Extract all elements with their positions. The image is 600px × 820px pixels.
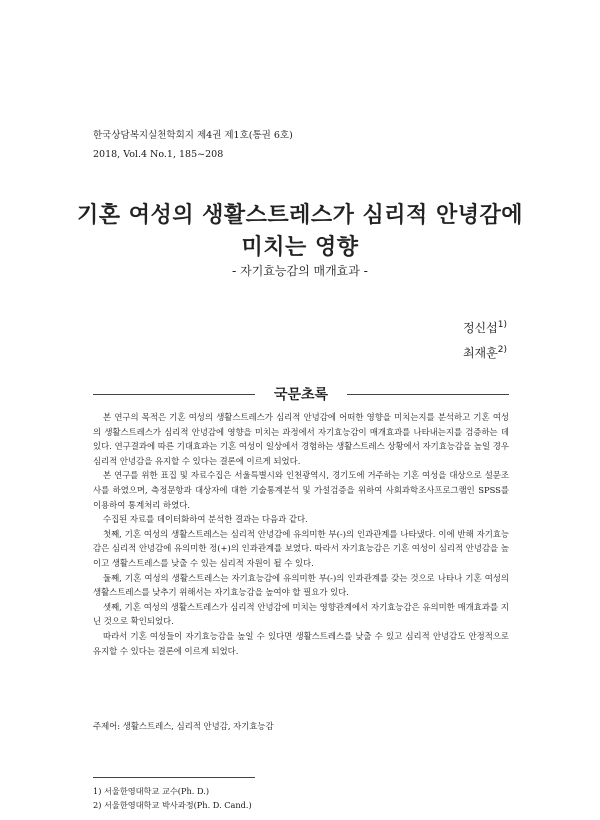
paper-title-line1: 기혼 여성의 생활스트레스가 심리적 안녕감에 bbox=[77, 203, 523, 228]
author-2-mark: 2) bbox=[497, 345, 507, 355]
paper-subtitle: - 자기효능감의 매개효과 - bbox=[231, 264, 369, 278]
abstract-paragraph: 본 연구를 위한 표집 및 자료수집은 서울특별시와 인천광역시, 경기도에 거주하는 기혼 여성을 대상으로 설문조사를 하였으며, 측정문항과 대상자에 대한 기술통계분석 및 가설검증을 위하여 사회과학조사프로그램인 SPSS를 이용하여 통계처리 하였다. bbox=[93, 470, 509, 510]
author-1-name: 정신섭 bbox=[462, 321, 498, 335]
abstract-paragraph: 따라서 기혼 여성들이 자기효능감을 높일 수 있다면 생활스트레스를 낮출 수 있고 심리적 안녕감도 안정적으로 유지할 수 있다는 결론에 이르게 되었다. bbox=[93, 630, 509, 656]
author-2 bbox=[463, 339, 507, 364]
paper-title-line2: 미치는 영향 bbox=[241, 235, 359, 260]
footnote-rule bbox=[93, 777, 255, 778]
footnote-2: 2) 서울한영대학교 박사과정(Ph. D. Cand.) bbox=[93, 800, 252, 810]
journal-header bbox=[93, 126, 293, 164]
abstract-heading: 국문초록 bbox=[273, 387, 329, 403]
author-1-mark: 1) bbox=[497, 320, 507, 330]
abstract-paragraph: 본 연구의 목적은 기혼 여성의 생활스트레스가 심리적 안녕감에 어떠한 영향을 미치는지를 분석하고 기혼 여성의 생활스트레스가 심리적 안녕감에 영향을 미치는 과정에서 자기효능감이 매개효과를 나타내는지를 검증하는 데 있다. 연구결과에 따른 기대효과는 기혼 여성이 일상에서 경험하는 생활스트레스 상황에서 자기효능감을 높일 경우 심리적 안녕감을 유지할 수 있다는 결론에 이르게 되었다. bbox=[93, 412, 509, 466]
journal-name: 한국상담복지실천학회지 제4권 제1호(통권 6호) bbox=[93, 130, 293, 141]
author-list bbox=[463, 314, 507, 364]
journal-issue: 2018, Vol.4 No.1, 185~208 bbox=[93, 149, 224, 160]
footnote-1: 1) 서울한영대학교 교수(Ph. D.) bbox=[93, 786, 210, 796]
author-2-name: 최재훈 bbox=[462, 346, 498, 360]
abstract-paragraph: 둘째, 기혼 여성의 생활스트레스는 자기효능감에 유의미한 부(-)의 인과관계를 갖는 것으로 나타나 기혼 여성의 생활스트레스를 낮추기 위해서는 자기효능감을 높여야 할 필요가 있다. bbox=[93, 572, 509, 598]
abstract-paragraph: 수집된 자료를 데이터화하여 분석한 결과는 다음과 같다. bbox=[103, 514, 308, 525]
abstract-heading-bar bbox=[93, 384, 509, 404]
abstract-body bbox=[93, 410, 509, 658]
footnotes bbox=[93, 784, 252, 812]
keywords: 주제어: 생활스트레스, 심리적 안녕감, 자기효능감 bbox=[93, 721, 274, 731]
author-1 bbox=[463, 314, 507, 339]
abstract-paragraph: 셋째, 기혼 여성의 생활스트레스가 심리적 안녕감에 미치는 영향관계에서 자기효능감은 유의미한 매개효과를 지닌 것으로 확인되었다. bbox=[93, 601, 509, 627]
abstract-paragraph: 첫째, 기혼 여성의 생활스트레스는 심리적 안녕감에 유의미한 부(-)의 인과관계를 나타냈다. 이에 반해 자기효능감은 심리적 안녕감에 유의미한 정(+)의 인과관계를 보였다. 따라서 자기효능감은 기혼 여성이 심리적 안녕감을 높이고 생활스트레스를 낮출 수 있는 심리적 자원이 될 수 있다. bbox=[93, 528, 509, 568]
